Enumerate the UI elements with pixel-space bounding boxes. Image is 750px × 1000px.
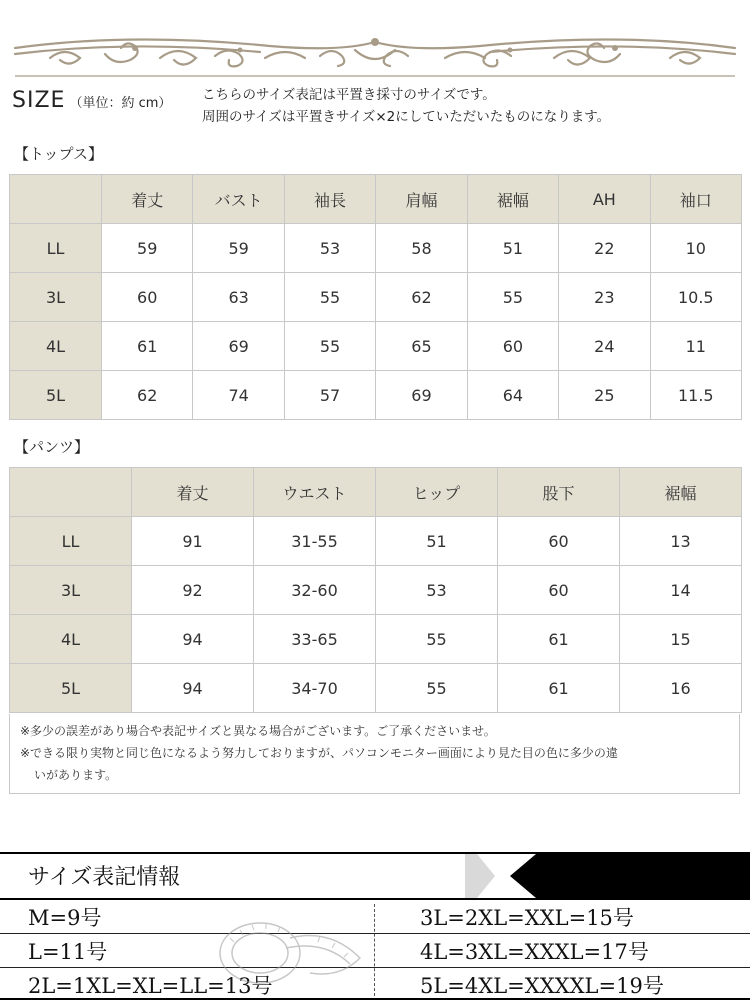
column-header: 股下: [498, 468, 620, 517]
size-desc-line-2: 周囲のサイズは平置きサイズ×2にしていただいたものになります。: [202, 109, 611, 125]
size-info-title: サイズ表記情報: [28, 865, 181, 890]
table-cell: 55: [284, 322, 375, 371]
column-header: AH: [559, 175, 650, 224]
table-cell: 24: [559, 322, 650, 371]
ornament-divider: [10, 28, 740, 80]
column-header: 肩幅: [376, 175, 467, 224]
table-cell: 22: [559, 224, 650, 273]
column-header: 裾幅: [467, 175, 558, 224]
table-row: [10, 664, 742, 713]
row-header: 5L: [10, 664, 132, 713]
table-row: [10, 273, 742, 322]
table-cell: 92: [132, 566, 254, 615]
table-cell: 69: [193, 322, 284, 371]
table-cell: 61: [102, 322, 193, 371]
note-line: ※多少の誤差があり場合や表記サイズと異なる場合がございます。ご了承くださいませ。: [20, 724, 496, 738]
measuring-tape-icon: [190, 898, 380, 998]
table-cell: 60: [498, 566, 620, 615]
table-cell: 51: [467, 224, 558, 273]
table-cell: 74: [193, 371, 284, 420]
size-equivalence: 3L=2XL=XXL=15号: [420, 906, 634, 930]
note-line: いがあります。: [34, 768, 118, 782]
size-desc-line-1: こちらのサイズ表記は平置き採寸のサイズです。: [202, 87, 496, 103]
table-cell: 91: [132, 517, 254, 566]
size-equivalence: L=11号: [28, 940, 108, 964]
table-cell: 51: [376, 517, 498, 566]
size-unit: （単位：約 cm）: [69, 96, 172, 111]
table-header-row: [10, 175, 742, 224]
row-header: 3L: [10, 273, 102, 322]
table-cell: 58: [376, 224, 467, 273]
column-header: 袖長: [284, 175, 375, 224]
tops-section-label: 【トップス】: [14, 145, 103, 163]
table-row: [10, 517, 742, 566]
column-header: バスト: [193, 175, 284, 224]
table-cell: 34-70: [254, 664, 376, 713]
table-cell: 61: [498, 615, 620, 664]
table-cell: 94: [132, 615, 254, 664]
column-header: ヒップ: [376, 468, 498, 517]
row-header: 4L: [10, 322, 102, 371]
arrow-accent-black: [510, 854, 750, 898]
table-corner-cell: [10, 468, 132, 517]
table-cell: 14: [620, 566, 742, 615]
table-cell: 55: [376, 664, 498, 713]
column-header: 袖口: [650, 175, 741, 224]
table-cell: 15: [620, 615, 742, 664]
notes-box: [9, 714, 740, 794]
table-cell: 55: [284, 273, 375, 322]
size-equivalence: 4L=3XL=XXXL=17号: [420, 940, 649, 964]
table-corner-cell: [10, 175, 102, 224]
table-cell: 25: [559, 371, 650, 420]
size-description: [202, 84, 610, 128]
size-word: SIZE: [12, 88, 66, 113]
table-cell: 10: [650, 224, 741, 273]
row-header: LL: [10, 517, 132, 566]
table-cell: 33-65: [254, 615, 376, 664]
pants-size-table: [9, 467, 742, 713]
table-cell: 55: [467, 273, 558, 322]
table-cell: 61: [498, 664, 620, 713]
table-cell: 11.5: [650, 371, 741, 420]
table-cell: 31-55: [254, 517, 376, 566]
table-cell: 59: [102, 224, 193, 273]
table-cell: 94: [132, 664, 254, 713]
table-row: [10, 615, 742, 664]
table-header-row: [10, 468, 742, 517]
column-header: ウエスト: [254, 468, 376, 517]
table-cell: 62: [102, 371, 193, 420]
table-cell: 57: [284, 371, 375, 420]
row-header: LL: [10, 224, 102, 273]
table-cell: 60: [498, 517, 620, 566]
table-row: [10, 566, 742, 615]
table-cell: 32-60: [254, 566, 376, 615]
table-cell: 23: [559, 273, 650, 322]
tops-size-table: [9, 174, 742, 420]
column-header: 着丈: [102, 175, 193, 224]
table-cell: 10.5: [650, 273, 741, 322]
table-cell: 69: [376, 371, 467, 420]
table-cell: 60: [467, 322, 558, 371]
note-line: ※できる限り実物と同じ色になるよう努力しておりますが、パソコンモニター画面により見た目の色に多少の違: [20, 746, 618, 760]
size-equivalence: M=9号: [28, 906, 102, 930]
column-header: 着丈: [132, 468, 254, 517]
size-equivalence: 2L=1XL=XL=LL=13号: [28, 974, 273, 998]
table-cell: 11: [650, 322, 741, 371]
table-row: [10, 322, 742, 371]
table-row: [10, 371, 742, 420]
table-cell: 60: [102, 273, 193, 322]
pants-section-label: 【パンツ】: [14, 438, 90, 456]
row-header: 5L: [10, 371, 102, 420]
table-cell: 64: [467, 371, 558, 420]
table-cell: 16: [620, 664, 742, 713]
row-header: 4L: [10, 615, 132, 664]
table-cell: 65: [376, 322, 467, 371]
table-cell: 59: [193, 224, 284, 273]
table-cell: 13: [620, 517, 742, 566]
table-cell: 62: [376, 273, 467, 322]
size-info-header: [0, 852, 750, 898]
table-row: [10, 224, 742, 273]
size-title: [12, 88, 171, 113]
table-cell: 53: [376, 566, 498, 615]
column-header: 裾幅: [620, 468, 742, 517]
row-header: 3L: [10, 566, 132, 615]
size-equivalence: 5L=4XL=XXXXL=19号: [420, 974, 664, 998]
table-cell: 53: [284, 224, 375, 273]
table-cell: 63: [193, 273, 284, 322]
arrow-accent-grey: [465, 854, 495, 898]
table-cell: 55: [376, 615, 498, 664]
